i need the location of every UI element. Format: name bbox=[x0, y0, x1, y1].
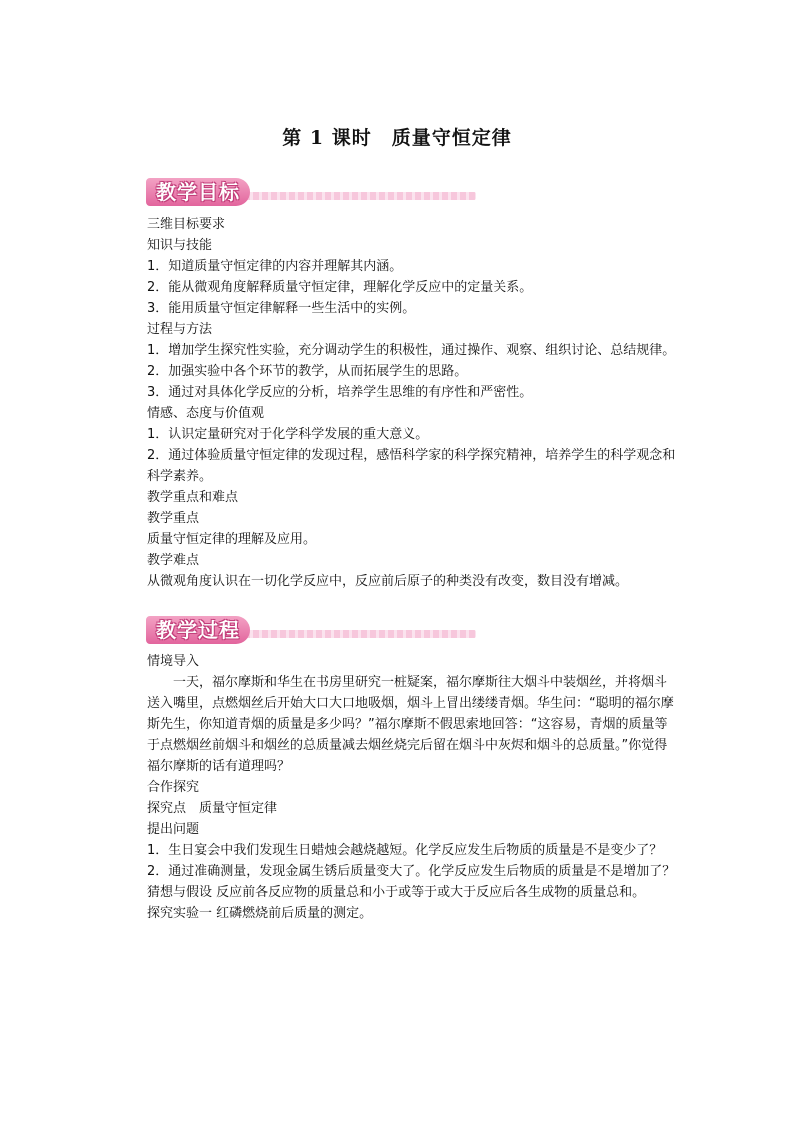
knowledge-item: 3．能用质量守恒定律解释一些生活中的实例。 bbox=[147, 301, 416, 316]
process-heading: 过程与方法 bbox=[147, 322, 213, 337]
emotion-heading: 情感、态度与价值观 bbox=[147, 406, 265, 421]
question-item: 1．生日宴会中我们发现生日蜡烛会越烧越短。化学反应发生后物质的质量是不是变少了？ bbox=[147, 843, 663, 858]
focus-heading: 教学重点 bbox=[147, 511, 200, 526]
banner-label: 教学目标 bbox=[146, 178, 250, 206]
objectives-section bbox=[147, 214, 679, 592]
process-section bbox=[147, 651, 679, 924]
difficulty-heading: 教学难点 bbox=[147, 553, 200, 568]
experiment-text: 探究实验一 红磷燃烧前后质量的测定。 bbox=[147, 906, 373, 921]
question-item: 2．通过准确测量，发现金属生锈后质量变大了。化学反应发生后物质的质量是不是增加了？ bbox=[147, 864, 676, 879]
intro-text: 一天，福尔摩斯和华生在书房里研究一桩疑案，福尔摩斯往大烟斗中装烟丝，并将烟斗送入嘴里，点燃烟丝后开始大口大口地吸烟，烟斗上冒出缕缕青烟。华生问：“聪明的福尔摩斯先生，你知道青烟的质量是多少吗？”福尔摩斯不假思索地回答：“这容易，青烟的质量等于点燃烟丝前烟斗和烟丝的总质量减去烟丝烧完后留在烟斗中灰烬和烟斗的总质量。”你觉得福尔摩斯的话有道理吗？ bbox=[147, 675, 674, 774]
section-banner-process bbox=[146, 616, 476, 646]
difficulty-text: 从微观角度认识在一切化学反应中，反应前后原子的种类没有改变，数目没有增减。 bbox=[147, 574, 629, 589]
explore-point: 探究点 质量守恒定律 bbox=[147, 801, 278, 816]
knowledge-item: 2．能从微观角度解释质量守恒定律，理解化学反应中的定量关系。 bbox=[147, 280, 533, 295]
banner-decoration-bar bbox=[244, 630, 476, 638]
emotion-item: 2．通过体验质量守恒定律的发现过程，感悟科学家的科学探究精神，培养学生的科学观念和科学素养。 bbox=[147, 448, 676, 484]
process-item: 1．增加学生探究性实验，充分调动学生的积极性，通过操作、观察、组织讨论、总结规律。 bbox=[147, 343, 676, 358]
hypothesis-text: 猜想与假设 反应前各反应物的质量总和小于或等于或大于反应后各生成物的质量总和。 bbox=[147, 885, 646, 900]
knowledge-heading: 知识与技能 bbox=[147, 238, 213, 253]
knowledge-item: 1．知道质量守恒定律的内容并理解其内涵。 bbox=[147, 259, 403, 274]
coop-heading: 合作探究 bbox=[147, 780, 200, 795]
keypoints-heading: 教学重点和难点 bbox=[147, 490, 239, 505]
banner-label: 教学过程 bbox=[146, 616, 250, 644]
focus-text: 质量守恒定律的理解及应用。 bbox=[147, 532, 317, 547]
section-banner-objectives bbox=[146, 178, 476, 208]
question-heading: 提出问题 bbox=[147, 822, 200, 837]
process-item: 3．通过对具体化学反应的分析，培养学生思维的有序性和严密性。 bbox=[147, 385, 533, 400]
process-item: 2．加强实验中各个环节的教学，从而拓展学生的思路。 bbox=[147, 364, 468, 379]
banner-decoration-bar bbox=[244, 192, 476, 200]
emotion-item: 1．认识定量研究对于化学科学发展的重大意义。 bbox=[147, 427, 429, 442]
intro-heading: 情境导入 bbox=[147, 654, 200, 669]
page-title: 第 1 课时 质量守恒定律 bbox=[282, 127, 512, 149]
section-heading: 三维目标要求 bbox=[147, 217, 226, 232]
